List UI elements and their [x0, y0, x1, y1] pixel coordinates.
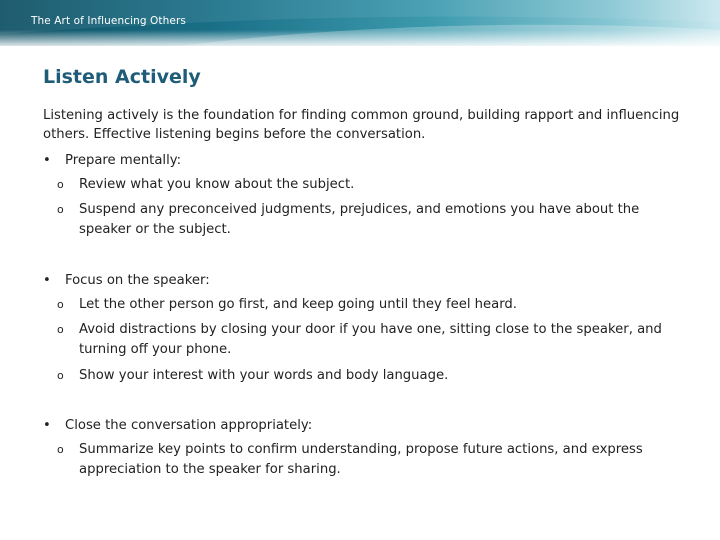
- list-item-text: Let the other person go first, and keep going until they feel heard.: [79, 297, 517, 312]
- intro-paragraph: Listening actively is the foundation for finding common ground, building rapport and influencing others. Effective listening begins before the conversation.: [43, 108, 680, 142]
- list-item: [57, 175, 662, 195]
- slide-title: Listen Actively: [43, 66, 201, 88]
- sub-bullet-marker: o: [57, 443, 64, 456]
- list-item-text: Show your interest with your words and body language.: [79, 368, 449, 383]
- bullet-marker: •: [43, 273, 51, 288]
- bullet-marker: •: [43, 153, 51, 168]
- deck-title: The Art of Influencing Others: [31, 15, 186, 27]
- section-label: Close the conversation appropriately:: [65, 418, 313, 433]
- sub-bullet-marker: o: [57, 323, 64, 336]
- list-item-text: Suspend any preconceived judgments, prejudices, and emotions you have about the speaker or the subject.: [79, 202, 640, 237]
- section-label: Focus on the speaker:: [65, 273, 210, 288]
- sub-bullet-marker: o: [57, 369, 64, 382]
- list-item: [57, 320, 662, 360]
- bullet-marker: •: [43, 418, 51, 433]
- list-item: [57, 440, 662, 480]
- list-item: [57, 295, 662, 315]
- swoosh-curve-lower: [180, 25, 720, 46]
- list-item: [57, 366, 662, 386]
- sub-bullet-marker: o: [57, 178, 64, 191]
- list-item-text: Avoid distractions by closing your door if you have one, sitting close to the speaker, and turning off your phone.: [79, 322, 662, 357]
- sub-bullet-marker: o: [57, 298, 64, 311]
- list-item-text: Review what you know about the subject.: [79, 177, 355, 192]
- list-item: [57, 200, 662, 240]
- section-label: Prepare mentally:: [65, 153, 182, 168]
- sub-bullet-marker: o: [57, 203, 64, 216]
- list-item-text: Summarize key points to confirm understanding, propose future actions, and express appreciation to the speaker for sharing.: [79, 442, 643, 477]
